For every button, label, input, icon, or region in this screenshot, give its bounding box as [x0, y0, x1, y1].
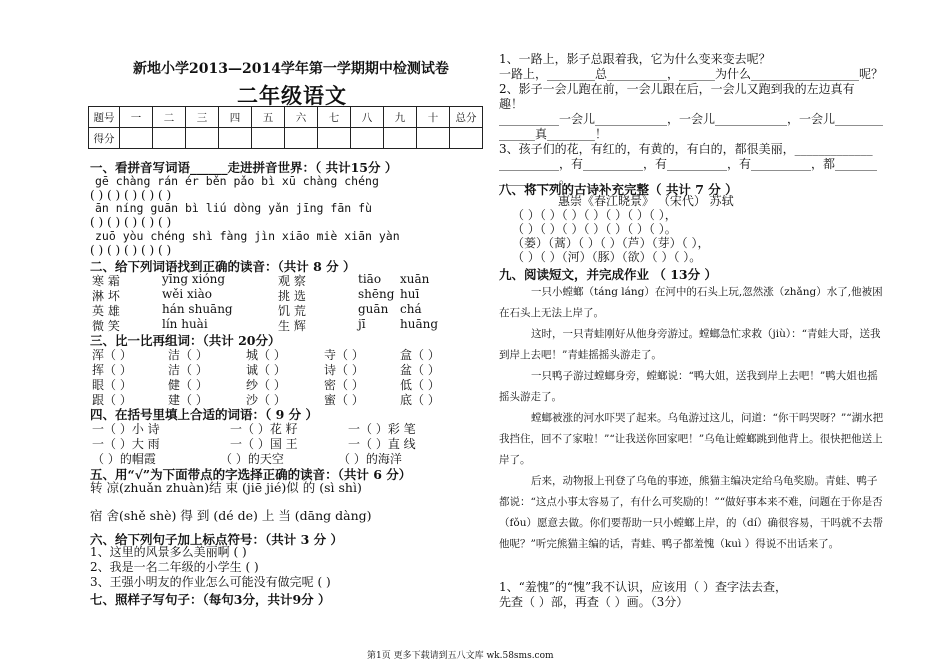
answer-boxes-row[interactable]: ( ) ( ) ( ) ( ) ( ): [90, 188, 172, 202]
score-cell: 十: [417, 107, 450, 128]
word: 寒 霜: [92, 274, 120, 288]
word: 饥 荒: [278, 304, 306, 318]
sentence-blank-line[interactable]: ______真________！: [499, 127, 608, 141]
score-cell: 总分: [450, 107, 483, 128]
score-input-cell[interactable]: [120, 128, 153, 149]
word: 微 笑: [92, 319, 120, 333]
score-input-cell[interactable]: [186, 128, 219, 149]
compare-item[interactable]: 洁（ ）: [168, 348, 208, 362]
score-table-score-row: [89, 128, 483, 149]
poem-line[interactable]: （ ）（ ）（河）（豚）（欲）（ ）（ ）。: [512, 250, 702, 264]
sentence-example: 趣！: [499, 97, 524, 111]
section-3-heading: 三、比一比再组词：（共计 20分）: [90, 333, 281, 348]
exam-title: 新地小学2013—2014学年第一学期期中检测试卷: [133, 61, 449, 77]
pinyin-option[interactable]: tiāo: [358, 272, 382, 286]
pinyin-option[interactable]: huāng: [400, 317, 439, 331]
pinyin-option[interactable]: jī: [358, 317, 366, 331]
punctuation-item[interactable]: 3、王强小明友的作业怎么可能没有做完呢 ( ): [90, 575, 331, 589]
score-cell: 九: [384, 107, 417, 128]
reading-question[interactable]: 1、“羞愧”的“愧”我不认识，应该用（ ）查字法去查，: [499, 580, 787, 594]
score-input-cell[interactable]: [384, 128, 417, 149]
fill-item[interactable]: 一（ ）大 雨: [92, 437, 160, 451]
pinyin-row: zuō yòu chéng shì fàng jìn xiāo miè xiān yàn: [95, 229, 400, 243]
fill-item[interactable]: 一（ ）小 诗: [92, 422, 160, 436]
score-input-cell[interactable]: [153, 128, 186, 149]
poem-line[interactable]: （ ）（ ）（ ）（ ）（ ）（ ）（ ）。: [512, 222, 677, 236]
compare-item[interactable]: 纱（ ）: [246, 378, 286, 392]
reading-paragraph: 一只小螳螂（táng láng）在河中的石头上玩,忽然涨（zhǎng）水了,他被困在石头上无法上岸了。: [499, 286, 883, 319]
pinyin-row: ān níng guān bì liú dòng yǎn jīng fān fù: [95, 201, 372, 215]
score-input-cell[interactable]: [351, 128, 384, 149]
reading-paragraph: 螳螂被涨的河水吓哭了起来。乌龟游过这儿，问道：“你干吗哭呀？”“湖水把我挡住，回不了家啦！”“让我送你回家吧！”乌龟让螳螂跳到他背上。很快把他送上岸了。: [499, 412, 884, 466]
compare-item[interactable]: 健（ ）: [168, 378, 208, 392]
page-footer: 第1页 更多下载请到五八文库 wk.58sms.com: [367, 651, 554, 661]
score-cell: 八: [351, 107, 384, 128]
score-input-cell[interactable]: [417, 128, 450, 149]
word: 挑 选: [278, 289, 306, 303]
reading-question[interactable]: 先查（ ）部，再查（ ）画。（3分）: [499, 595, 689, 609]
score-input-cell[interactable]: [252, 128, 285, 149]
compare-item[interactable]: 建（ ）: [168, 393, 208, 407]
score-table: [88, 106, 483, 149]
pinyin-option[interactable]: hán shuāng: [162, 302, 233, 316]
punctuation-item[interactable]: 2、我是一名二年级的小学生 ( ): [90, 560, 259, 574]
score-input-cell[interactable]: [219, 128, 252, 149]
pinyin-option[interactable]: lín huài: [162, 317, 208, 331]
compare-item[interactable]: 寺（ ）: [324, 348, 364, 362]
compare-item[interactable]: 洁（ ）: [168, 363, 208, 377]
fill-item[interactable]: 一（ ）国 王: [230, 437, 298, 451]
score-cell: 题号: [89, 107, 120, 128]
fill-item[interactable]: （ ）的海洋: [338, 452, 402, 466]
score-input-cell[interactable]: [450, 128, 483, 149]
fill-item[interactable]: 一（ ）彩 笔: [348, 422, 416, 436]
reading-paragraph: 一只鸭子游过螳螂身旁，螳螂说：“鸭大姐，送我到岸上去吧！”鸭大姐也摇摇头游走了。: [499, 370, 878, 403]
score-cell: 得分: [89, 128, 120, 149]
compare-item[interactable]: 眼（ ）: [92, 378, 132, 392]
pinyin-option[interactable]: xuān: [400, 272, 430, 286]
word: 观 察: [278, 274, 306, 288]
sentence-blank-line[interactable]: __________。: [499, 172, 572, 186]
sentence-example: 1、一路上，影子总跟着我，它为什么变来变去呢？: [499, 52, 771, 66]
pinyin-option[interactable]: chá: [400, 302, 422, 316]
pinyin-option[interactable]: huī: [400, 287, 420, 301]
compare-item[interactable]: 底（ ）: [400, 393, 440, 407]
score-cell: 一: [120, 107, 153, 128]
word: 生 辉: [278, 319, 306, 333]
poem-line[interactable]: （蒌）（蒿）（ ）（ ）（芦）（芽）（ ），: [512, 236, 710, 250]
section-9-heading: 九、阅读短文，并完成作业 （ 13分 ）: [499, 267, 717, 282]
section-7-heading: 七、照样子写句子：（每句3分，共计9分 ）: [90, 592, 331, 607]
score-cell: 五: [252, 107, 285, 128]
sentence-example: 2、影子一会儿跑在前，一会儿跟在后，一会儿又跑到我的左边真有: [499, 82, 855, 96]
fill-item[interactable]: 一（ ）直 线: [348, 437, 416, 451]
compare-item[interactable]: 盒（ ）: [400, 348, 440, 362]
pinyin-row: gē chàng rán ér běn pǎo bì xū chàng chéng: [95, 174, 379, 188]
section-1-heading: 一、看拼音写词语______走进拼音世界：（ 共计15分 ）: [90, 160, 398, 175]
dotted-char-row[interactable]: 转 凉(zhuǎn zhuàn)结 束 (jiē jié)似 的 (sì shì): [90, 480, 362, 495]
reading-paragraph: 这时，一只青蛙刚好从他身旁游过。螳螂急忙求救（jiù）：“青蛙大哥，送我到岸上去吧！”青蛙摇摇头游走了。: [499, 328, 881, 361]
answer-boxes-row[interactable]: ( ) ( ) ( ) ( ) ( ): [90, 243, 172, 257]
compare-item[interactable]: 挥（ ）: [92, 363, 132, 377]
section-8-heading: 八、将下列的古诗补充完整（ 共计 7 分 ）: [499, 182, 738, 197]
compare-item[interactable]: 诚（ ）: [246, 363, 286, 377]
section-2-heading: 二、给下列词语找到正确的读音：（共计 8 分 ）: [90, 259, 356, 274]
sentence-blank-line[interactable]: 一路上，________总__________，______为什么__________________呢？: [499, 67, 884, 81]
compare-item[interactable]: 诗（ ）: [324, 363, 364, 377]
fill-item[interactable]: （ ）的天空: [220, 452, 284, 466]
reading-paragraph: 后来，动物报上刊登了乌龟的事迹，熊猫主编决定给乌龟奖励。青蛙、鸭子都说：“这点小事太容易了，有什么可奖励的！”“做好事本来不难，问题在于你是否（fǒu）愿意去做。你们要帮助一只小螳螂上岸，的（dí）确很容易，干吗就不去帮他呢？”听完熊猫主编的话，青蛙、鸭子都羞愧（kuì ）得说不出话来了。: [499, 475, 884, 550]
fill-item[interactable]: （ ）的帽霞: [92, 452, 156, 466]
compare-item[interactable]: 跟（ ）: [92, 393, 132, 407]
pinyin-option[interactable]: wěi xiào: [162, 287, 213, 301]
score-cell: 六: [285, 107, 318, 128]
score-cell: 三: [186, 107, 219, 128]
pinyin-option[interactable]: yīng xióng: [162, 272, 226, 286]
punctuation-item[interactable]: 1、这里的风景多么美丽啊 ( ): [90, 545, 247, 559]
score-input-cell[interactable]: [285, 128, 318, 149]
score-cell: 七: [318, 107, 351, 128]
word: 淋 坏: [92, 289, 120, 303]
answer-boxes-row[interactable]: ( ) ( ) ( ) ( ) ( ): [90, 215, 172, 229]
sentence-blank-line[interactable]: __________，有__________，有__________，有__________，都_______: [499, 157, 878, 171]
compare-item[interactable]: 密（ ）: [324, 378, 364, 392]
sentence-blank-line[interactable]: __________一会儿____________，一会儿____________，一会儿________: [499, 112, 884, 126]
pinyin-option[interactable]: shēng: [358, 287, 395, 301]
word: 英 雄: [92, 304, 120, 318]
pinyin-option[interactable]: guān: [358, 302, 389, 316]
score-table-header-row: [89, 107, 483, 128]
sentence-example[interactable]: 3、孩子们的花，有红的，有黄的，有白的，都很美丽，_____________: [499, 142, 873, 156]
compare-item[interactable]: 低（ ）: [400, 378, 440, 392]
section-6-heading: 六、给下列句子加上标点符号：（共计 3 分 ）: [90, 532, 344, 547]
score-cell: 四: [219, 107, 252, 128]
compare-item[interactable]: 盆（ ）: [400, 363, 440, 377]
compare-item[interactable]: 沙（ ）: [246, 393, 286, 407]
compare-item[interactable]: 浑（ ）: [92, 348, 132, 362]
fill-item[interactable]: 一（ ）花 籽: [230, 422, 298, 436]
section-5-heading: 五、用“√”为下面带点的字选择正确的读音：（共计 6 分）: [90, 467, 412, 482]
section-4-heading: 四、在括号里填上合适的词语：（ 9 分 ）: [90, 407, 319, 422]
compare-item[interactable]: 城（ ）: [246, 348, 286, 362]
poem-line[interactable]: （ ）（ ）（ ）（ ）（ ）（ ）（ ），: [512, 208, 677, 222]
exam-subtitle: 二年级语文: [237, 83, 347, 108]
poem-title: 惠崇《春江晓景》 （宋代） 苏轼: [558, 194, 734, 208]
compare-item[interactable]: 蜜（ ）: [324, 393, 364, 407]
dotted-char-row[interactable]: 宿 舍(shě shè) 得 到 (dé de) 上 当 (dāng dàng): [90, 508, 372, 523]
score-input-cell[interactable]: [318, 128, 351, 149]
score-cell: 二: [153, 107, 186, 128]
